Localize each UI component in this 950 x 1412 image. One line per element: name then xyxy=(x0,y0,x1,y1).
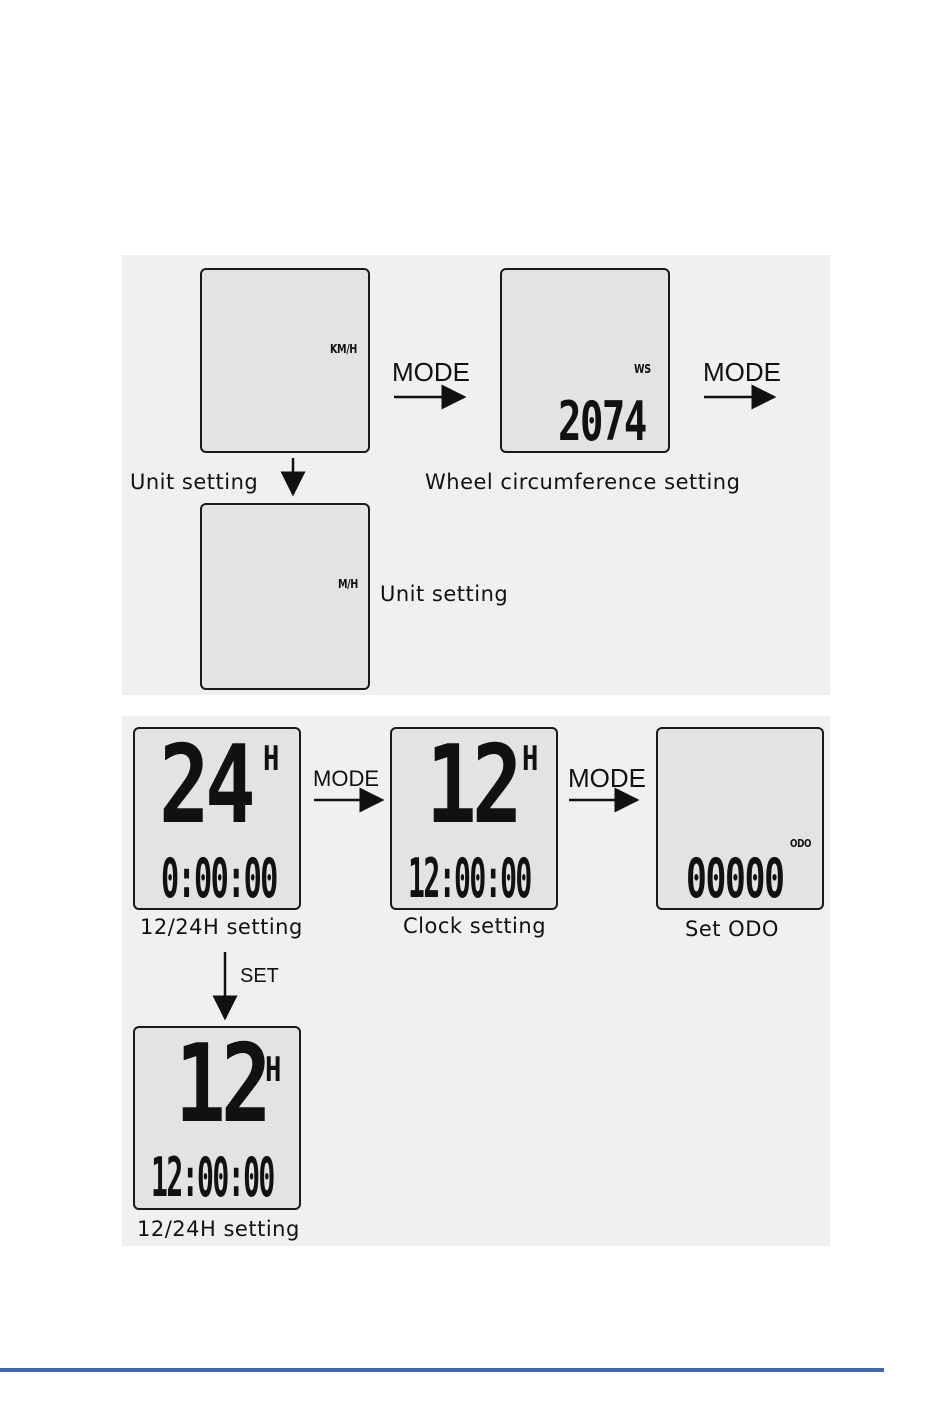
clock-time: 12:00:00 xyxy=(408,847,531,910)
clock-big-digits: 12 xyxy=(426,723,519,848)
lcd-wheel-circumference xyxy=(500,268,670,453)
lcd-clock xyxy=(390,723,558,910)
lcd-24h xyxy=(133,723,301,910)
h24-hour-mark: H xyxy=(263,739,280,779)
caption-12-24h-setting-2: 12/24H setting xyxy=(137,1217,300,1241)
odo-value: 00000 xyxy=(686,847,784,910)
mode-label-bottom-2: MODE xyxy=(568,763,646,793)
lcd-odo xyxy=(656,727,824,910)
h12-hour-mark: H xyxy=(265,1050,282,1090)
unit-kmh-label: KM/H xyxy=(330,342,357,356)
caption-clock-setting: Clock setting xyxy=(403,914,547,938)
caption-12-24h-setting-1: 12/24H setting xyxy=(140,915,303,939)
caption-unit-setting-2: Unit setting xyxy=(380,582,509,606)
lcd-unit-kmh xyxy=(200,268,370,453)
h12-big-digits: 12 xyxy=(175,1022,268,1147)
mode-label-bottom-1: MODE xyxy=(313,766,379,791)
h12-time: 12:00:00 xyxy=(151,1146,274,1209)
lcd-12h xyxy=(133,1022,301,1210)
unit-mh-label: M/H xyxy=(338,577,358,591)
wheel-value: 2074 xyxy=(558,390,646,453)
clock-hour-mark: H xyxy=(522,739,539,779)
ws-label: WS xyxy=(634,362,651,376)
mode-label-top-2: MODE xyxy=(703,357,781,387)
footer-rule xyxy=(0,1368,884,1372)
odo-label: ODO xyxy=(790,837,812,850)
lcd-unit-mh xyxy=(200,503,370,690)
caption-unit-setting-1: Unit setting xyxy=(130,470,259,494)
h24-time: 0:00:00 xyxy=(161,847,277,910)
caption-wheel-circumference: Wheel circumference setting xyxy=(425,470,741,494)
mode-label-top-1: MODE xyxy=(392,357,470,387)
set-label: SET xyxy=(240,965,279,987)
h24-big-digits: 24 xyxy=(159,723,252,848)
caption-set-odo: Set ODO xyxy=(685,917,779,941)
